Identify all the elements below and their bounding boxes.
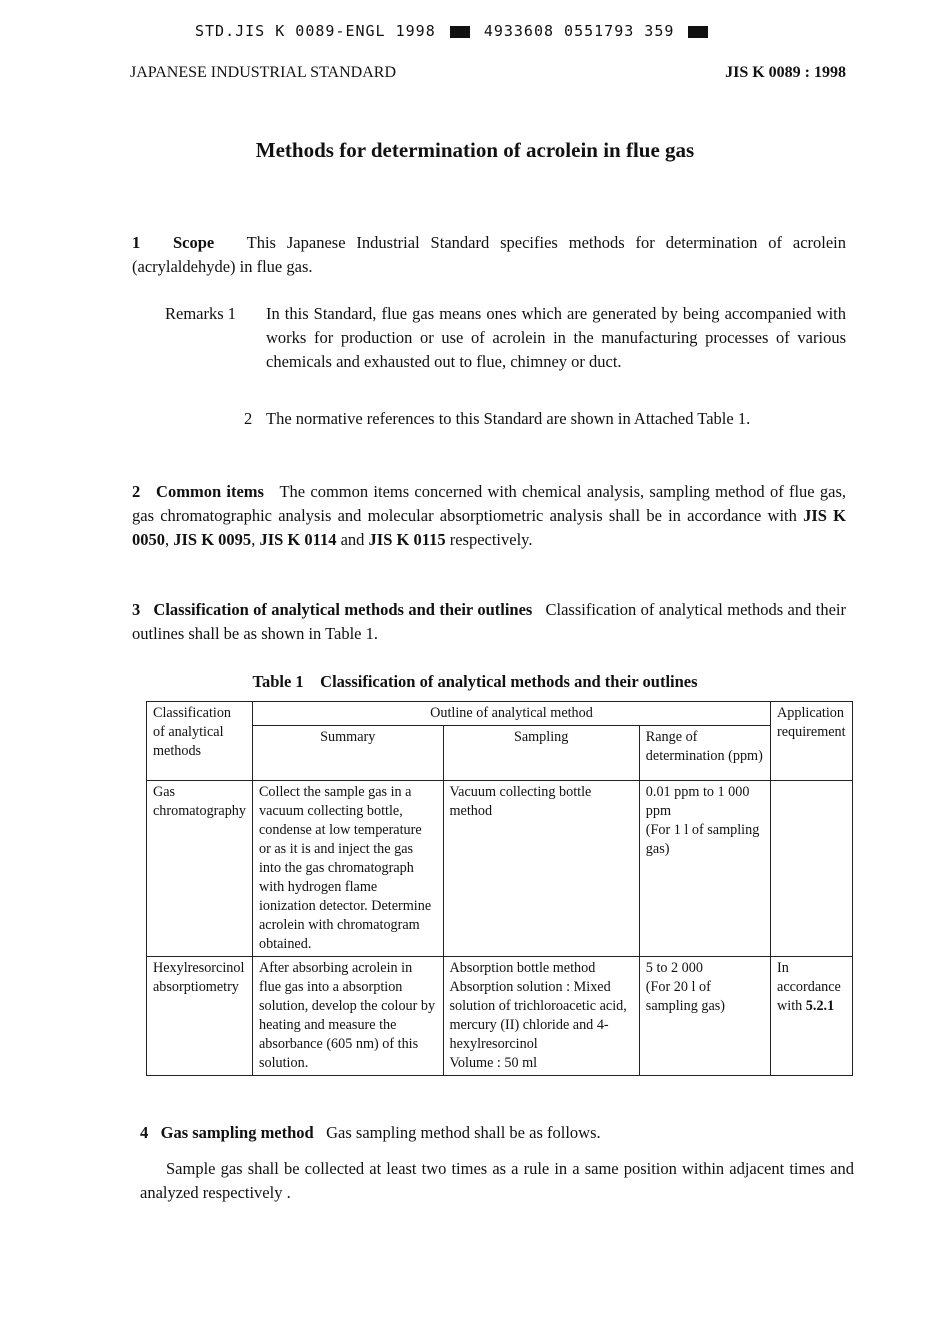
table-row xyxy=(147,781,853,957)
cell-summary: Collect the sample gas in a vacuum collecting bottle, condense at low temperature or as it is and inject the gas into the gas chromatograph with hydrogen flame ionization detector. Determine acrolein with chromatogram obtained. xyxy=(252,781,443,957)
cell-sampling: Vacuum collecting bottle method xyxy=(443,781,639,957)
range-value: 5 to 2 000 xyxy=(645,960,703,976)
application-ref: 5.2.1 xyxy=(805,998,835,1014)
table-header-row xyxy=(147,702,853,726)
document-code-line xyxy=(195,22,712,40)
range-note: (For 20 l of sampling gas) xyxy=(645,979,725,1014)
sampling-volume: Volume : 50 ml xyxy=(449,1055,538,1071)
section-1-scope xyxy=(132,231,846,279)
sampling-solution: Absorption solution : Mixed solution of trichloroacetic acid, mercury (II) chloride and 4-hexylresorcinol xyxy=(449,979,627,1052)
cell-application xyxy=(771,957,853,1076)
section-3-text: Classification of analytical methods and their outlines shall be as shown in Table 1. xyxy=(132,600,846,643)
header-sampling: Sampling xyxy=(443,726,639,781)
table-subheader-row xyxy=(147,726,853,781)
cell-range xyxy=(639,781,770,957)
code-mid: 4933608 0551793 359 xyxy=(483,22,675,40)
section-1-number: 1 xyxy=(132,233,141,252)
black-block-mark xyxy=(450,26,470,38)
section-2-text: The common items concerned with chemical analysis, sampling method of flue gas, gas chromatographic analysis and molecular absorptiometric analysis shall be in accordance with xyxy=(132,482,846,525)
section-2-text-end: respectively. xyxy=(449,530,533,549)
section-2-number: 2 xyxy=(132,482,141,501)
range-value: 0.01 ppm to 1 000 ppm xyxy=(645,784,750,819)
cell-application xyxy=(771,781,853,957)
ref-jis-k-0114: JIS K 0114 xyxy=(259,530,337,549)
ref-jis-k-0050: JIS K 0050 xyxy=(132,506,847,549)
section-4-gas-sampling xyxy=(140,1121,854,1205)
ref-jis-k-0095: JIS K 0095 xyxy=(173,530,252,549)
header-standard-number: JIS K 0089 : 1998 xyxy=(725,64,846,81)
section-2-heading: Common items xyxy=(156,482,264,501)
header-organization: JAPANESE INDUSTRIAL STANDARD xyxy=(130,64,396,81)
header-summary: Summary xyxy=(252,726,443,781)
application-text: In accordance with xyxy=(777,960,841,1014)
code-left: STD.JIS K 0089-ENGL 1998 xyxy=(195,22,436,40)
remark-1 xyxy=(165,302,846,374)
remark-1-label: Remarks 1 xyxy=(165,304,237,323)
section-4-number: 4 xyxy=(140,1123,149,1142)
remark-1-text: In this Standard, flue gas means ones which are generated by being accompanied with works for production or use of acrolein in the manufacturing processes of various chemicals and exhausted out to flue, chimney or duct. xyxy=(266,304,846,371)
cell-method: Gas chromatography xyxy=(147,781,253,957)
cell-method: Hexylresorcinol absorptiometry xyxy=(147,957,253,1076)
cell-summary: After absorbing acrolein in flue gas into a absorption solution, develop the colour by heating and measure the absorbance (605 nm) of this solution. xyxy=(252,957,443,1076)
remark-2 xyxy=(165,407,846,431)
table-row xyxy=(147,957,853,1076)
header-classification: Classification of analytical methods xyxy=(147,702,253,781)
table-1 xyxy=(146,701,853,1076)
cell-range xyxy=(639,957,770,1076)
section-4-paragraph: Sample gas shall be collected at least two times as a rule in a same position within adjacent times and analyzed respectively . xyxy=(140,1159,854,1202)
section-1-heading: Scope xyxy=(172,233,215,252)
section-2-common-items: 2 Common items The common items concerned with chemical analysis, sampling method of flue gas, gas chromatographic analysis and molecular absorptiometric analysis shall be in accordance with JIS K 0050, JIS K 0095, JIS K 0114 and JIS K 0115 respectively. xyxy=(132,482,847,549)
range-note: (For 1 l of sampling gas) xyxy=(645,822,760,857)
and-word: and xyxy=(340,530,365,549)
section-4-heading: Gas sampling method xyxy=(160,1123,314,1142)
table-1-caption: Table 1 Classification of analytical methods and their outlines xyxy=(252,672,698,691)
section-3-heading: Classification of analytical methods and their outlines xyxy=(153,600,533,619)
document-title: Methods for determination of acrolein in flue gas xyxy=(255,138,695,162)
remark-2-label: 2 xyxy=(244,409,253,428)
cell-sampling xyxy=(443,957,639,1076)
remark-2-text: The normative references to this Standard are shown in Attached Table 1. xyxy=(266,409,751,428)
header-application: Application requirement xyxy=(771,702,853,781)
ref-jis-k-0115: JIS K 0115 xyxy=(368,530,446,549)
section-3-number: 3 xyxy=(132,600,141,619)
section-3-classification xyxy=(132,598,846,646)
sampling-method: Absorption bottle method xyxy=(449,960,596,976)
section-4-text: Gas sampling method shall be as follows. xyxy=(326,1123,601,1142)
header-range: Range of determination (ppm) xyxy=(639,726,770,781)
section-1-text: This Japanese Industrial Standard specifies methods for determination of acrolein (acrylaldehyde) in flue gas. xyxy=(132,233,847,276)
black-block-mark xyxy=(688,26,708,38)
header-outline: Outline of analytical method xyxy=(252,702,770,726)
